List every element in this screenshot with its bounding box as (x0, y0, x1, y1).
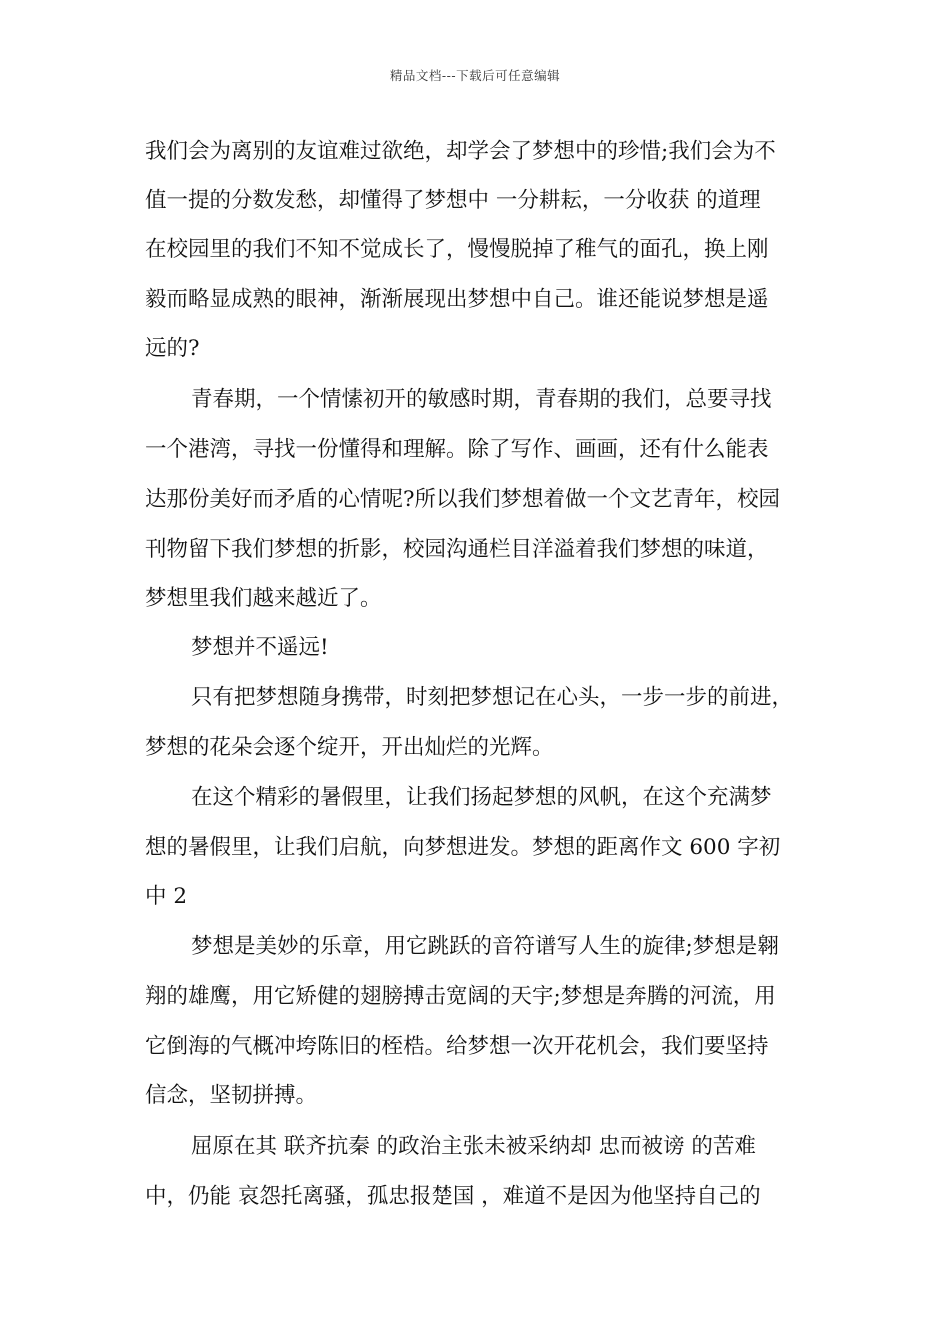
text-line: 信念，坚韧拼搏。 (145, 1083, 318, 1108)
text-line: 梦想并不遥远! (191, 635, 329, 660)
text-line: 值一提的分数发愁，却懂得了梦想中 一分耕耘，一分收获 的道理 (145, 188, 761, 213)
text-line: 中 2 (145, 884, 188, 909)
text-line: 想的暑假里，让我们启航，向梦想进发。梦想的距离作文 600 字初 (145, 835, 781, 860)
text-line: 达那份美好而矛盾的心情呢?所以我们梦想着做一个文艺青年，校园 (145, 487, 781, 512)
text-line: 毅而略显成熟的眼神，渐渐展现出梦想中自己。谁还能说梦想是遥 (145, 287, 769, 312)
text-line: 屈原在其 联齐抗秦 的政治主张未被采纳却 忠而被谤 的苦难 (191, 1134, 756, 1159)
text-line: 中，仍能 哀怨托离骚，孤忠报楚国 ，难道不是因为他坚持自己的 (145, 1184, 761, 1209)
text-line: 刊物留下我们梦想的折影，校园沟通栏目洋溢着我们梦想的味道， (145, 537, 769, 562)
text-line: 一个港湾，寻找一份懂得和理解。除了写作、画画，还有什么能表 (145, 437, 769, 462)
text-line: 它倒海的气概冲垮陈旧的桎梏。给梦想一次开花机会，我们要坚持 (145, 1034, 769, 1059)
text-line: 翔的雄鹰，用它矫健的翅膀搏击宽阔的天宇;梦想是奔腾的河流，用 (145, 984, 776, 1009)
text-line: 远的? (145, 336, 200, 361)
text-line: 梦想是美妙的乐章，用它跳跃的音符谱写人生的旋律;梦想是翱 (191, 934, 779, 959)
text-line: 在校园里的我们不知不觉成长了，慢慢脱掉了稚气的面孔，换上刚 (145, 237, 769, 262)
text-line: 梦想的花朵会逐个绽开，开出灿烂的光辉。 (145, 735, 554, 760)
text-line: 在这个精彩的暑假里，让我们扬起梦想的风帆，在这个充满梦 (191, 785, 772, 810)
text-line: 我们会为离别的友谊难过欲绝，却学会了梦想中的珍惜;我们会为不 (145, 139, 776, 164)
text-line: 青春期，一个情愫初开的敏感时期，青春期的我们，总要寻找 (191, 387, 772, 412)
page-header: 精品文档---下载后可任意编辑 (389, 68, 561, 83)
text-line: 只有把梦想随身携带，时刻把梦想记在心头，一步一步的前进， (191, 685, 794, 710)
text-line: 梦想里我们越来越近了。 (145, 586, 382, 611)
